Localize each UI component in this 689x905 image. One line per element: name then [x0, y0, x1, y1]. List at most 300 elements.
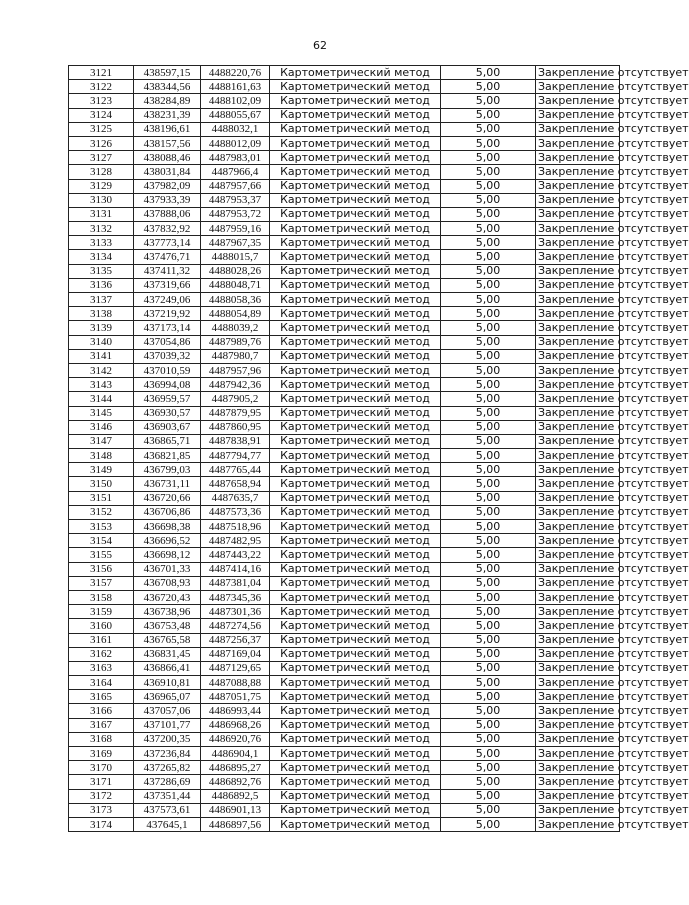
error-cell: 5,00: [441, 661, 536, 675]
table-row: [69, 250, 620, 264]
point-number-cell: 3170: [69, 761, 134, 775]
point-number-cell: 3144: [69, 392, 134, 406]
coord-y-cell: 4487381,04: [201, 576, 270, 590]
coord-x-cell: 436698,12: [134, 548, 201, 562]
coord-x-cell: 437173,14: [134, 321, 201, 335]
description-cell: Закрепление отсутствует: [536, 406, 620, 420]
point-number-cell: 3136: [69, 278, 134, 292]
method-cell: Картометрический метод: [270, 491, 441, 505]
point-number-cell: 3157: [69, 576, 134, 590]
point-number-cell: 3160: [69, 619, 134, 633]
table-row: [69, 449, 620, 463]
coord-y-cell: 4487635,7: [201, 491, 270, 505]
coord-y-cell: 4487957,96: [201, 363, 270, 377]
coord-y-cell: 4488055,67: [201, 108, 270, 122]
coord-x-cell: 438088,46: [134, 151, 201, 165]
coord-y-cell: 4486920,76: [201, 732, 270, 746]
error-cell: 5,00: [441, 775, 536, 789]
coord-x-cell: 436866,41: [134, 661, 201, 675]
table-row: [69, 520, 620, 534]
coord-y-cell: 4487942,36: [201, 378, 270, 392]
error-cell: 5,00: [441, 434, 536, 448]
coord-x-cell: 436930,57: [134, 406, 201, 420]
description-cell: Закрепление отсутствует: [536, 463, 620, 477]
coord-y-cell: 4488220,76: [201, 66, 270, 80]
point-number-cell: 3127: [69, 151, 134, 165]
coord-x-cell: 436738,96: [134, 605, 201, 619]
point-number-cell: 3121: [69, 66, 134, 80]
coord-y-cell: 4487274,56: [201, 619, 270, 633]
coord-x-cell: 437832,92: [134, 222, 201, 236]
point-number-cell: 3161: [69, 633, 134, 647]
description-cell: Закрепление отсутствует: [536, 576, 620, 590]
method-cell: Картометрический метод: [270, 633, 441, 647]
error-cell: 5,00: [441, 222, 536, 236]
coord-x-cell: 436910,81: [134, 676, 201, 690]
table-row: [69, 406, 620, 420]
method-cell: Картометрический метод: [270, 207, 441, 221]
point-number-cell: 3149: [69, 463, 134, 477]
method-cell: Картометрический метод: [270, 619, 441, 633]
description-cell: Закрепление отсутствует: [536, 264, 620, 278]
description-cell: Закрепление отсутствует: [536, 80, 620, 94]
description-cell: Закрепление отсутствует: [536, 420, 620, 434]
description-cell: Закрепление отсутствует: [536, 236, 620, 250]
description-cell: Закрепление отсутствует: [536, 335, 620, 349]
error-cell: 5,00: [441, 803, 536, 817]
description-cell: Закрепление отсутствует: [536, 349, 620, 363]
error-cell: 5,00: [441, 349, 536, 363]
description-cell: Закрепление отсутствует: [536, 108, 620, 122]
coord-x-cell: 437236,84: [134, 747, 201, 761]
error-cell: 5,00: [441, 590, 536, 604]
description-cell: Закрепление отсутствует: [536, 378, 620, 392]
coord-x-cell: 436753,48: [134, 619, 201, 633]
coord-y-cell: 4487980,7: [201, 349, 270, 363]
coord-x-cell: 436959,57: [134, 392, 201, 406]
method-cell: Картометрический метод: [270, 548, 441, 562]
method-cell: Картометрический метод: [270, 562, 441, 576]
coord-x-cell: 438196,61: [134, 122, 201, 136]
error-cell: 5,00: [441, 789, 536, 803]
point-number-cell: 3166: [69, 704, 134, 718]
coord-y-cell: 4487838,91: [201, 434, 270, 448]
table-row: [69, 434, 620, 448]
table-row: [69, 136, 620, 150]
coordinates-table: [68, 65, 689, 832]
coord-y-cell: 4488039,2: [201, 321, 270, 335]
coordinates-table-body: [69, 65, 689, 832]
coord-x-cell: 438231,39: [134, 108, 201, 122]
error-cell: 5,00: [441, 420, 536, 434]
coord-y-cell: 4486901,13: [201, 803, 270, 817]
description-cell: Закрепление отсутствует: [536, 605, 620, 619]
coord-y-cell: 4487051,75: [201, 690, 270, 704]
point-number-cell: 3125: [69, 122, 134, 136]
method-cell: Картометрический метод: [270, 278, 441, 292]
table-row: [69, 491, 620, 505]
coord-y-cell: 4488054,89: [201, 307, 270, 321]
page-number: 62: [313, 39, 327, 52]
table-row: [69, 420, 620, 434]
error-cell: 5,00: [441, 548, 536, 562]
error-cell: 5,00: [441, 505, 536, 519]
coord-x-cell: 436720,66: [134, 491, 201, 505]
table-row: [69, 775, 620, 789]
description-cell: Закрепление отсутствует: [536, 179, 620, 193]
description-cell: Закрепление отсутствует: [536, 193, 620, 207]
method-cell: Картометрический метод: [270, 307, 441, 321]
description-cell: Закрепление отсутствует: [536, 534, 620, 548]
error-cell: 5,00: [441, 278, 536, 292]
point-number-cell: 3152: [69, 505, 134, 519]
coord-y-cell: 4487414,16: [201, 562, 270, 576]
method-cell: Картометрический метод: [270, 576, 441, 590]
method-cell: Картометрический метод: [270, 349, 441, 363]
method-cell: Картометрический метод: [270, 647, 441, 661]
point-number-cell: 3154: [69, 534, 134, 548]
coord-x-cell: 437982,09: [134, 179, 201, 193]
point-number-cell: 3129: [69, 179, 134, 193]
table-row: [69, 817, 620, 831]
point-number-cell: 3156: [69, 562, 134, 576]
coord-x-cell: 437573,61: [134, 803, 201, 817]
error-cell: 5,00: [441, 392, 536, 406]
table-row: [69, 690, 620, 704]
point-number-cell: 3133: [69, 236, 134, 250]
coord-y-cell: 4488032,1: [201, 122, 270, 136]
table-row: [69, 548, 620, 562]
table-row: [69, 193, 620, 207]
method-cell: Картометрический метод: [270, 505, 441, 519]
coord-y-cell: 4487765,44: [201, 463, 270, 477]
description-cell: Закрепление отсутствует: [536, 562, 620, 576]
coord-x-cell: 437286,69: [134, 775, 201, 789]
method-cell: Картометрический метод: [270, 66, 441, 80]
coord-x-cell: 437933,39: [134, 193, 201, 207]
error-cell: 5,00: [441, 633, 536, 647]
error-cell: 5,00: [441, 718, 536, 732]
coord-y-cell: 4487573,36: [201, 505, 270, 519]
method-cell: Картометрический метод: [270, 94, 441, 108]
point-number-cell: 3123: [69, 94, 134, 108]
table-row: [69, 165, 620, 179]
error-cell: 5,00: [441, 732, 536, 746]
method-cell: Картометрический метод: [270, 179, 441, 193]
method-cell: Картометрический метод: [270, 477, 441, 491]
description-cell: Закрепление отсутствует: [536, 136, 620, 150]
point-number-cell: 3168: [69, 732, 134, 746]
description-cell: Закрепление отсутствует: [536, 803, 620, 817]
table-row: [69, 704, 620, 718]
point-number-cell: 3165: [69, 690, 134, 704]
description-cell: Закрепление отсутствует: [536, 619, 620, 633]
coord-y-cell: 4487879,95: [201, 406, 270, 420]
description-cell: Закрепление отсутствует: [536, 477, 620, 491]
method-cell: Картометрический метод: [270, 321, 441, 335]
method-cell: Картометрический метод: [270, 661, 441, 675]
table-row: [69, 718, 620, 732]
method-cell: Картометрический метод: [270, 250, 441, 264]
coord-y-cell: 4487256,37: [201, 633, 270, 647]
table-row: [69, 349, 620, 363]
table-row: [69, 80, 620, 94]
coord-y-cell: 4488102,09: [201, 94, 270, 108]
coord-y-cell: 4487482,95: [201, 534, 270, 548]
description-cell: Закрепление отсутствует: [536, 732, 620, 746]
table-row: [69, 108, 620, 122]
description-cell: Закрепление отсутствует: [536, 307, 620, 321]
coord-x-cell: 437265,82: [134, 761, 201, 775]
method-cell: Картометрический метод: [270, 449, 441, 463]
coord-x-cell: 436706,86: [134, 505, 201, 519]
description-cell: Закрепление отсутствует: [536, 633, 620, 647]
coord-x-cell: 438344,56: [134, 80, 201, 94]
coord-x-cell: 437319,66: [134, 278, 201, 292]
table-row: [69, 94, 620, 108]
description-cell: Закрепление отсутствует: [536, 207, 620, 221]
error-cell: 5,00: [441, 94, 536, 108]
coord-y-cell: 4487658,94: [201, 477, 270, 491]
point-number-cell: 3146: [69, 420, 134, 434]
method-cell: Картометрический метод: [270, 264, 441, 278]
description-cell: Закрепление отсутствует: [536, 718, 620, 732]
error-cell: 5,00: [441, 321, 536, 335]
coord-x-cell: 436701,33: [134, 562, 201, 576]
table-row: [69, 335, 620, 349]
description-cell: Закрепление отсутствует: [536, 66, 620, 80]
table-row: [69, 576, 620, 590]
point-number-cell: 3153: [69, 520, 134, 534]
coord-x-cell: 437888,06: [134, 207, 201, 221]
coord-x-cell: 438284,89: [134, 94, 201, 108]
description-cell: Закрепление отсутствует: [536, 491, 620, 505]
table-row: [69, 761, 620, 775]
error-cell: 5,00: [441, 406, 536, 420]
description-cell: Закрепление отсутствует: [536, 250, 620, 264]
error-cell: 5,00: [441, 491, 536, 505]
coord-x-cell: 436821,85: [134, 449, 201, 463]
point-number-cell: 3155: [69, 548, 134, 562]
error-cell: 5,00: [441, 704, 536, 718]
table-row: [69, 676, 620, 690]
description-cell: Закрепление отсутствует: [536, 505, 620, 519]
description-cell: Закрепление отсутствует: [536, 775, 620, 789]
coord-y-cell: 4487794,77: [201, 449, 270, 463]
method-cell: Картометрический метод: [270, 590, 441, 604]
error-cell: 5,00: [441, 449, 536, 463]
point-number-cell: 3141: [69, 349, 134, 363]
method-cell: Картометрический метод: [270, 520, 441, 534]
coord-x-cell: 436865,71: [134, 434, 201, 448]
coord-y-cell: 4487345,36: [201, 590, 270, 604]
table-row: [69, 747, 620, 761]
method-cell: Картометрический метод: [270, 236, 441, 250]
table-row: [69, 293, 620, 307]
coord-x-cell: 436903,67: [134, 420, 201, 434]
table-row: [69, 732, 620, 746]
table-row: [69, 789, 620, 803]
error-cell: 5,00: [441, 250, 536, 264]
description-cell: Закрепление отсутствует: [536, 789, 620, 803]
table-row: [69, 661, 620, 675]
table-row: [69, 321, 620, 335]
method-cell: Картометрический метод: [270, 803, 441, 817]
method-cell: Картометрический метод: [270, 222, 441, 236]
error-cell: 5,00: [441, 264, 536, 278]
table-row: [69, 605, 620, 619]
method-cell: Картометрический метод: [270, 122, 441, 136]
point-number-cell: 3137: [69, 293, 134, 307]
coord-x-cell: 436799,03: [134, 463, 201, 477]
method-cell: Картометрический метод: [270, 136, 441, 150]
coord-x-cell: 436720,43: [134, 590, 201, 604]
description-cell: Закрепление отсутствует: [536, 590, 620, 604]
point-number-cell: 3147: [69, 434, 134, 448]
table-row: [69, 477, 620, 491]
method-cell: Картометрический метод: [270, 817, 441, 831]
table-row: [69, 122, 620, 136]
description-cell: Закрепление отсутствует: [536, 449, 620, 463]
point-number-cell: 3159: [69, 605, 134, 619]
error-cell: 5,00: [441, 605, 536, 619]
coord-y-cell: 4488015,7: [201, 250, 270, 264]
error-cell: 5,00: [441, 817, 536, 831]
point-number-cell: 3139: [69, 321, 134, 335]
method-cell: Картометрический метод: [270, 108, 441, 122]
coord-x-cell: 436765,58: [134, 633, 201, 647]
method-cell: Картометрический метод: [270, 704, 441, 718]
error-cell: 5,00: [441, 335, 536, 349]
coord-y-cell: 4487905,2: [201, 392, 270, 406]
coord-x-cell: 438597,15: [134, 66, 201, 80]
point-number-cell: 3122: [69, 80, 134, 94]
coord-x-cell: 438031,84: [134, 165, 201, 179]
error-cell: 5,00: [441, 534, 536, 548]
description-cell: Закрепление отсутствует: [536, 647, 620, 661]
point-number-cell: 3172: [69, 789, 134, 803]
coord-y-cell: 4487959,16: [201, 222, 270, 236]
method-cell: Картометрический метод: [270, 747, 441, 761]
description-cell: Закрепление отсутствует: [536, 293, 620, 307]
point-number-cell: 3124: [69, 108, 134, 122]
coord-y-cell: 4486993,44: [201, 704, 270, 718]
coord-y-cell: 4486895,27: [201, 761, 270, 775]
coord-y-cell: 4486897,56: [201, 817, 270, 831]
description-cell: Закрепление отсутствует: [536, 222, 620, 236]
table-row: [69, 647, 620, 661]
description-cell: Закрепление отсутствует: [536, 434, 620, 448]
point-number-cell: 3167: [69, 718, 134, 732]
point-number-cell: 3171: [69, 775, 134, 789]
point-number-cell: 3151: [69, 491, 134, 505]
coord-y-cell: 4486968,26: [201, 718, 270, 732]
error-cell: 5,00: [441, 676, 536, 690]
description-cell: Закрепление отсутствует: [536, 548, 620, 562]
table-row: [69, 179, 620, 193]
table-row: [69, 803, 620, 817]
method-cell: Картометрический метод: [270, 406, 441, 420]
coord-x-cell: 436708,93: [134, 576, 201, 590]
table-row: [69, 463, 620, 477]
method-cell: Картометрический метод: [270, 151, 441, 165]
method-cell: Картометрический метод: [270, 293, 441, 307]
method-cell: Картометрический метод: [270, 420, 441, 434]
point-number-cell: 3145: [69, 406, 134, 420]
coord-x-cell: 437351,44: [134, 789, 201, 803]
point-number-cell: 3126: [69, 136, 134, 150]
table-row: [69, 590, 620, 604]
coord-x-cell: 437411,32: [134, 264, 201, 278]
error-cell: 5,00: [441, 136, 536, 150]
description-cell: Закрепление отсутствует: [536, 676, 620, 690]
coord-x-cell: 437476,71: [134, 250, 201, 264]
method-cell: Картометрический метод: [270, 732, 441, 746]
coord-x-cell: 436698,38: [134, 520, 201, 534]
point-number-cell: 3142: [69, 363, 134, 377]
point-number-cell: 3135: [69, 264, 134, 278]
description-cell: Закрепление отсутствует: [536, 278, 620, 292]
point-number-cell: 3148: [69, 449, 134, 463]
point-number-cell: 3132: [69, 222, 134, 236]
error-cell: 5,00: [441, 520, 536, 534]
error-cell: 5,00: [441, 378, 536, 392]
method-cell: Картометрический метод: [270, 392, 441, 406]
table-row: [69, 222, 620, 236]
method-cell: Картометрический метод: [270, 775, 441, 789]
description-cell: Закрепление отсутствует: [536, 661, 620, 675]
coord-y-cell: 4488028,26: [201, 264, 270, 278]
table-row: [69, 619, 620, 633]
coord-x-cell: 437010,59: [134, 363, 201, 377]
table-row: [69, 534, 620, 548]
table-row: [69, 505, 620, 519]
point-number-cell: 3162: [69, 647, 134, 661]
description-cell: Закрепление отсутствует: [536, 122, 620, 136]
coord-y-cell: 4488058,36: [201, 293, 270, 307]
table-row: [69, 562, 620, 576]
method-cell: Картометрический метод: [270, 165, 441, 179]
method-cell: Картометрический метод: [270, 605, 441, 619]
coord-x-cell: 437200,35: [134, 732, 201, 746]
error-cell: 5,00: [441, 165, 536, 179]
coord-x-cell: 436965,07: [134, 690, 201, 704]
description-cell: Закрепление отсутствует: [536, 704, 620, 718]
coord-x-cell: 437645,1: [134, 817, 201, 831]
description-cell: Закрепление отсутствует: [536, 321, 620, 335]
table-row: [69, 392, 620, 406]
table-row: [69, 363, 620, 377]
error-cell: 5,00: [441, 647, 536, 661]
error-cell: 5,00: [441, 293, 536, 307]
error-cell: 5,00: [441, 179, 536, 193]
coord-x-cell: 437054,86: [134, 335, 201, 349]
point-number-cell: 3169: [69, 747, 134, 761]
method-cell: Картометрический метод: [270, 378, 441, 392]
error-cell: 5,00: [441, 562, 536, 576]
coord-y-cell: 4486892,5: [201, 789, 270, 803]
method-cell: Картометрический метод: [270, 761, 441, 775]
coord-y-cell: 4487983,01: [201, 151, 270, 165]
point-number-cell: 3163: [69, 661, 134, 675]
point-number-cell: 3131: [69, 207, 134, 221]
error-cell: 5,00: [441, 619, 536, 633]
point-number-cell: 3130: [69, 193, 134, 207]
point-number-cell: 3150: [69, 477, 134, 491]
method-cell: Картометрический метод: [270, 463, 441, 477]
method-cell: Картометрический метод: [270, 690, 441, 704]
coord-y-cell: 4487967,35: [201, 236, 270, 250]
